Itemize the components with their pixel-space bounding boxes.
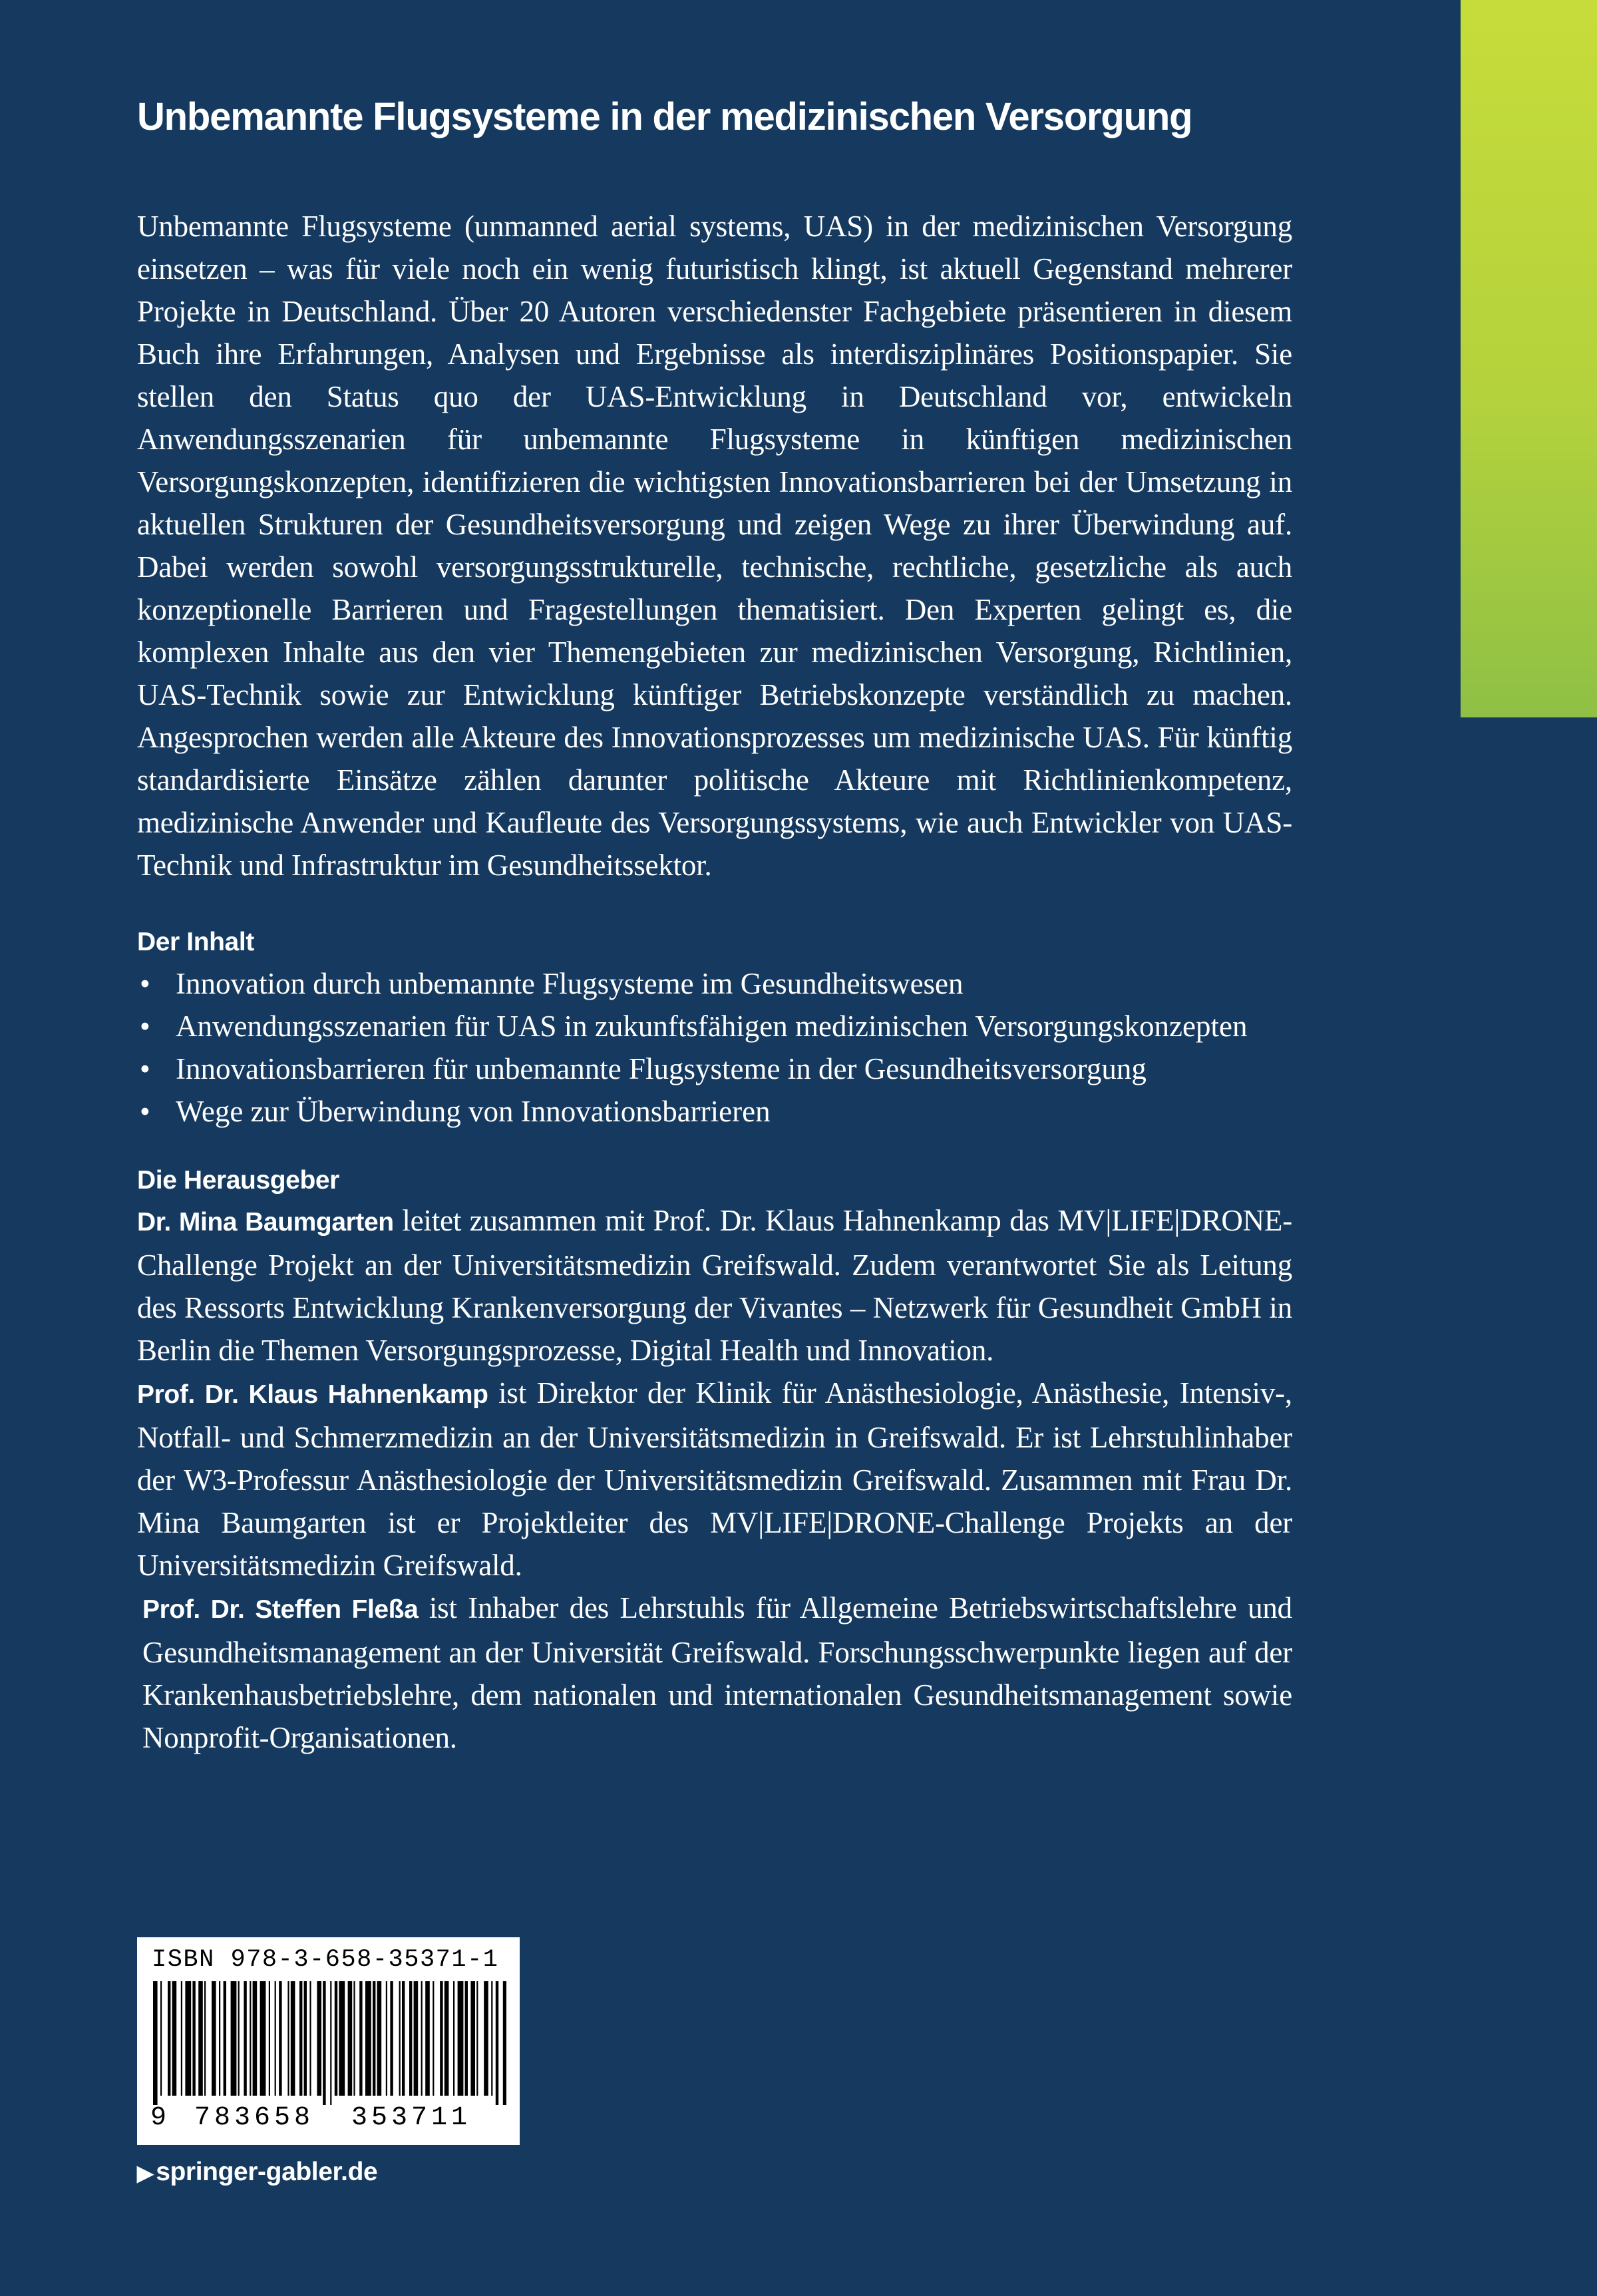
list-item bbox=[137, 1048, 1292, 1090]
editor-bio bbox=[137, 1372, 1292, 1587]
barcode-bar bbox=[185, 1981, 191, 2096]
barcode-bar bbox=[339, 1981, 345, 2096]
barcode-bar bbox=[377, 1981, 382, 2096]
barcode-bar bbox=[219, 1981, 220, 2096]
barcode-bar bbox=[402, 1981, 405, 2096]
barcode-bar bbox=[458, 1981, 464, 2096]
barcode-bar bbox=[330, 1981, 331, 2105]
barcode-bar bbox=[491, 1981, 492, 2096]
bullet-icon: • bbox=[140, 967, 150, 1000]
barcode-bar bbox=[309, 1981, 311, 2096]
barcode-bar bbox=[279, 1981, 281, 2096]
barcode-bar bbox=[399, 1981, 401, 2096]
barcode-bar bbox=[390, 1981, 393, 2096]
editor-bio-text: leitet zusammen mit Prof. Dr. Klaus Hahnenkamp das MV|LIFE|DRONE-Challenge Projekt an der Universitätsmedizin Greifswald. Zudem verantwortet Sie als Leitung des Ressorts Entwicklung Krankenversorgung der Vivantes – Netzwerk für Gesundheit GmbH in Berlin die Themen Versorgungsprozesse, Digital Health und Innovation. bbox=[137, 1204, 1292, 1367]
bullet-icon: • bbox=[140, 1095, 150, 1128]
list-item-text: Innovationsbarrieren für unbemannte Flugsysteme in der Gesundheitsversorgung bbox=[176, 1052, 1147, 1085]
barcode-bar bbox=[470, 1981, 475, 2096]
barcode-bar bbox=[291, 1981, 295, 2096]
barcode-bar bbox=[323, 1981, 325, 2105]
barcode-bar bbox=[299, 1981, 302, 2096]
barcode-bar bbox=[231, 1981, 237, 2096]
barcode-bar bbox=[160, 1981, 162, 2096]
barcode-bar bbox=[238, 1981, 240, 2096]
list-item bbox=[137, 1090, 1292, 1133]
contents-list bbox=[137, 962, 1292, 1133]
list-item bbox=[137, 962, 1292, 1005]
barcode-digit-group: 783658 bbox=[194, 2103, 315, 2133]
barcode-bar bbox=[250, 1981, 251, 2096]
barcode-bar bbox=[260, 1981, 266, 2096]
barcode-bar bbox=[204, 1981, 206, 2096]
editor-name: Prof. Dr. Klaus Hahnenkamp bbox=[137, 1380, 488, 1409]
editor-bio-text: ist Direktor der Klinik für Anästhesiologie, Anästhesie, Intensiv-, Notfall- und Schmerzmedizin an der Universitätsmedizin in Greifswald. Er ist Lehrstuhlinhaber der W3-Professur Anästhesiologie der Universitätsmedizin Greifswald. Zusammen mit Frau Dr. Mina Baumgarten ist er Projektleiter des MV|LIFE|DRONE-Challenge Projekts an der Universitätsmedizin Greifswald. bbox=[137, 1376, 1292, 1582]
barcode-bar bbox=[275, 1981, 276, 2096]
barcode-bar bbox=[465, 1981, 468, 2096]
barcode-digit-group: 9 bbox=[150, 2103, 167, 2133]
editor-bio bbox=[137, 1587, 1292, 1759]
bullet-icon: • bbox=[140, 1052, 150, 1085]
back-cover-content bbox=[137, 93, 1292, 1759]
barcode-bars-icon bbox=[150, 1981, 506, 2105]
book-title: Unbemannte Flugsysteme in der medizinischen Versorgung bbox=[137, 95, 1192, 138]
barcode-bar bbox=[287, 1981, 289, 2096]
isbn-label: ISBN 978-3-658-35371-1 bbox=[152, 1946, 499, 1974]
barcode-bar bbox=[453, 1981, 454, 2096]
barcode-bar bbox=[317, 1981, 321, 2096]
barcode-bar bbox=[476, 1981, 478, 2096]
barcode-bar bbox=[503, 1981, 506, 2105]
book-description: Unbemannte Flugsysteme (unmanned aerial systems, UAS) in der medizinischen Versorgung einsetzen – was für viele noch ein wenig futuristisch klingt, ist aktuell Gegenstand mehrerer Projekte in Deutschland. Über 20 Autoren verschiedenster Fachgebiete präsentieren in diesem Buch ihre Erfahrungen, Analysen und Ergebnisse als interdisziplinäres Positionspapier. Sie stellen den Status quo der UAS-Entwicklung in Deutschland vor, entwickeln Anwendungsszenarien für unbemannte Flugsysteme in künftigen medizinischen Versorgungskonzepten, identifizieren die wichtigsten Innovationsbarrieren bei der Umsetzung in aktuellen Strukturen der Gesundheitsversorgung und zeigen Wege zu ihrer Überwindung auf. Dabei werden sowohl versorgungsstrukturelle, technische, rechtliche, gesetzliche als auch konzeptionelle Barrieren und Fragestellungen thematisiert. Den Experten gelingt es, die komplexen Inhalte aus den vier Themengebieten zur medizinischen Versorgung, Richtlinien, UAS-Technik sowie zur Entwicklung künftiger Betriebskonzepte verständlich zu machen. Angesprochen werden alle Akteure des Innovationsprozesses um medizinische UAS. Für künftig standardisierte Einsätze zählen darunter politische Akteure mit Richtlinienkompetenz, medizinische Anwender und Kaufleute des Versorgungssystems, wie auch Entwickler von UAS-Technik und Infrastruktur im Gesundheitssektor. bbox=[137, 210, 1292, 882]
list-item-text: Wege zur Überwindung von Innovationsbarrieren bbox=[176, 1095, 771, 1128]
barcode-bar bbox=[444, 1981, 449, 2096]
barcode-bar bbox=[348, 1981, 353, 2096]
barcode-bar bbox=[153, 1981, 158, 2105]
editor-bio bbox=[137, 1199, 1292, 1372]
barcode-digit-group: 353711 bbox=[351, 2103, 472, 2133]
barcode-bar bbox=[484, 1981, 488, 2096]
publisher-website-link[interactable] bbox=[137, 2154, 377, 2192]
barcode-bar bbox=[253, 1981, 258, 2096]
barcode-bar bbox=[433, 1981, 434, 2096]
editor-name: Dr. Mina Baumgarten bbox=[137, 1208, 394, 1237]
list-item-text: Innovation durch unbemannte Flugsysteme im Gesundheitswesen bbox=[176, 967, 964, 1000]
arrow-right-icon: ▶ bbox=[137, 2161, 154, 2185]
barcode-bar bbox=[440, 1981, 443, 2096]
barcode-bar bbox=[269, 1981, 270, 2096]
barcode-bar bbox=[409, 1981, 412, 2096]
list-item bbox=[137, 1005, 1292, 1048]
editor-bio-text: ist Inhaber des Lehrstuhls für Allgemeine Betriebswirtschaftslehre und Gesundheitsmanagement an der Universität Greifswald. Forschungsschwerpunkte liegen auf der Krankenhausbetriebslehre, dem nationalen und internationalen Gesundheitsmanagement sowie Nonprofit-Organisationen. bbox=[142, 1591, 1292, 1754]
barcode-bar bbox=[168, 1981, 170, 2096]
barcode-bar bbox=[181, 1981, 182, 2096]
barcode-bar bbox=[172, 1981, 177, 2096]
barcode-bar bbox=[212, 1981, 216, 2096]
barcode-bar bbox=[373, 1981, 375, 2096]
barcode-bar bbox=[421, 1981, 423, 2096]
barcode-bar bbox=[244, 1981, 246, 2096]
barcode-bar bbox=[335, 1981, 337, 2096]
list-item-text: Anwendungsszenarien für UAS in zukunftsfähigen medizinischen Versorgungskonzepten bbox=[176, 1010, 1248, 1043]
barcode-bar bbox=[224, 1981, 226, 2096]
barcode-bar bbox=[353, 1981, 355, 2096]
barcode-bar bbox=[365, 1981, 371, 2096]
isbn-barcode bbox=[137, 1937, 520, 2145]
barcode-bar bbox=[359, 1981, 362, 2096]
barcode-bar bbox=[496, 1981, 498, 2105]
contents-heading: Der Inhalt bbox=[137, 928, 254, 956]
barcode-bar bbox=[425, 1981, 430, 2096]
website-label: springer-gabler.de bbox=[156, 2158, 378, 2186]
barcode-bar bbox=[304, 1981, 307, 2096]
barcode-bar bbox=[414, 1981, 419, 2096]
barcode-bar bbox=[386, 1981, 387, 2096]
barcode-bar bbox=[192, 1981, 195, 2096]
bullet-icon: • bbox=[140, 1010, 150, 1043]
editor-name: Prof. Dr. Steffen Fleßa bbox=[142, 1595, 419, 1624]
green-accent-bar bbox=[1461, 0, 1597, 717]
barcode-bar bbox=[198, 1981, 203, 2096]
editors-heading: Die Herausgeber bbox=[137, 1166, 339, 1195]
